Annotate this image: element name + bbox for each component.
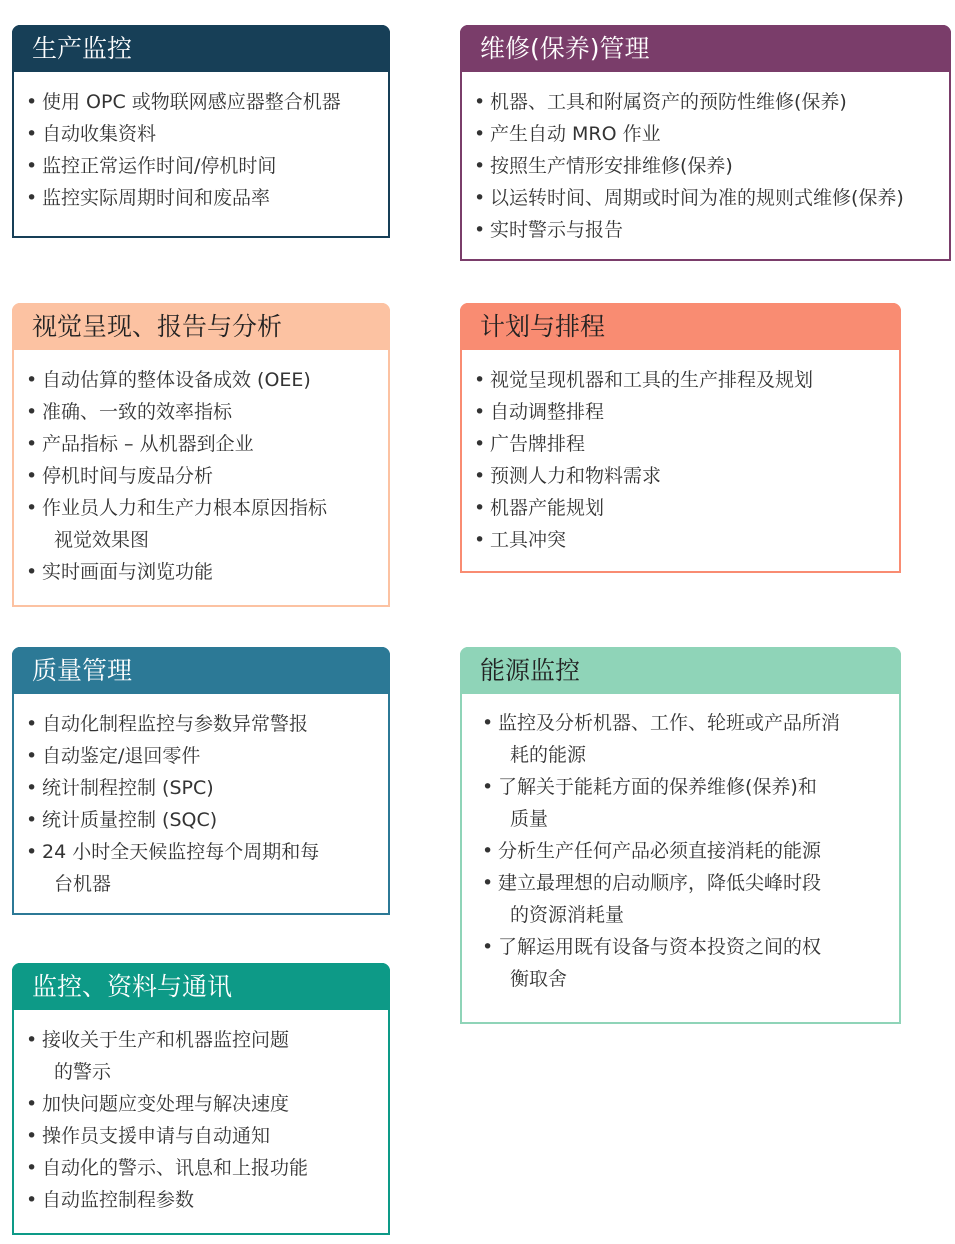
list-item: • 了解运用既有设备与资本投资之间的权 衡取舍 (482, 931, 889, 995)
bullet-icon: • (26, 1189, 38, 1211)
list-item: • 预测人力和物料需求 (474, 460, 889, 492)
card-monitoring-data-communication (12, 963, 390, 1235)
bullet-icon: • (26, 713, 38, 735)
bullet-icon: • (474, 465, 486, 487)
list-item: • 机器、工具和附属资产的预防性维修(保养) (474, 86, 939, 118)
list-item: • 自动鉴定/退回零件 (26, 740, 378, 772)
list-item: • 按照生产情形安排维修(保养) (474, 150, 939, 182)
bullet-icon: • (26, 1125, 38, 1147)
bullet-icon: • (474, 155, 486, 177)
list-item: • 24 小时全天候监控每个周期和每 台机器 (26, 836, 378, 900)
bullet-icon: • (26, 123, 38, 145)
list-item: • 自动估算的整体设备成效 (OEE) (26, 364, 378, 396)
list-item: • 统计质量控制 (SQC) (26, 804, 378, 836)
list-item-continuation: 的资源消耗量 (510, 904, 625, 926)
list-item-continuation: 衡取舍 (510, 968, 568, 990)
list-item: • 机器产能规划 (474, 492, 889, 524)
list-item: • 监控正常运作时间/停机时间 (26, 150, 378, 182)
bullet-icon: • (474, 369, 486, 391)
bullet-icon: • (26, 497, 38, 519)
list-item: • 监控及分析机器、工作、轮班或产品所消 耗的能源 (482, 707, 889, 771)
list-item: • 停机时间与废品分析 (26, 460, 378, 492)
list-item-continuation: 台机器 (54, 873, 112, 895)
list-item: • 自动监控制程参数 (26, 1184, 378, 1216)
feature-list (14, 72, 388, 214)
feature-list (14, 350, 388, 588)
list-item: • 实时画面与浏览功能 (26, 556, 378, 588)
list-item-continuation: 质量 (510, 808, 549, 830)
list-item-continuation: 的警示 (54, 1061, 112, 1083)
bullet-icon: • (474, 401, 486, 423)
card-quality-management (12, 647, 390, 915)
bullet-icon: • (26, 433, 38, 455)
bullet-icon: • (482, 776, 494, 798)
card-title: 监控、资料与通讯 (12, 963, 390, 1010)
card-title: 视觉呈现、报告与分析 (12, 303, 390, 350)
list-item: • 自动化制程监控与参数异常警报 (26, 708, 378, 740)
list-item: • 工具冲突 (474, 524, 889, 556)
list-item: • 操作员支援申请与自动通知 (26, 1120, 378, 1152)
feature-list (14, 694, 388, 900)
card-planning-scheduling (460, 303, 901, 573)
bullet-icon: • (26, 1029, 38, 1051)
list-item: • 接收关于生产和机器监控问题 的警示 (26, 1024, 378, 1088)
bullet-icon: • (26, 187, 38, 209)
bullet-icon: • (474, 497, 486, 519)
bullet-icon: • (474, 433, 486, 455)
bullet-icon: • (26, 777, 38, 799)
list-item: • 准确、一致的效率指标 (26, 396, 378, 428)
bullet-icon: • (482, 872, 494, 894)
card-title: 生产监控 (12, 25, 390, 72)
card-energy-monitoring (460, 647, 901, 1024)
list-item: • 以运转时间、周期或时间为准的规则式维修(保养) (474, 182, 939, 214)
bullet-icon: • (474, 529, 486, 551)
list-item: • 使用 OPC 或物联网感应器整合机器 (26, 86, 378, 118)
list-item-continuation: 耗的能源 (510, 744, 587, 766)
bullet-icon: • (26, 91, 38, 113)
card-production-monitoring (12, 25, 390, 238)
list-item: • 视觉呈现机器和工具的生产排程及规划 (474, 364, 889, 396)
bullet-icon: • (26, 401, 38, 423)
list-item: • 产品指标 – 从机器到企业 (26, 428, 378, 460)
list-item: • 分析生产任何产品必须直接消耗的能源 (482, 835, 889, 867)
card-title: 计划与排程 (460, 303, 901, 350)
bullet-icon: • (26, 1157, 38, 1179)
feature-list (462, 350, 899, 556)
list-item: • 广告牌排程 (474, 428, 889, 460)
bullet-icon: • (482, 840, 494, 862)
bullet-icon: • (26, 465, 38, 487)
feature-list (462, 694, 899, 995)
list-item: • 监控实际周期时间和废品率 (26, 182, 378, 214)
feature-list (14, 1010, 388, 1216)
card-title: 维修(保养)管理 (460, 25, 951, 72)
list-item: • 自动调整排程 (474, 396, 889, 428)
list-item: • 加快问题应变处理与解决速度 (26, 1088, 378, 1120)
bullet-icon: • (26, 809, 38, 831)
card-maintenance-management (460, 25, 951, 261)
list-item: • 作业员人力和生产力根本原因指标 视觉效果图 (26, 492, 378, 556)
list-item: • 统计制程控制 (SPC) (26, 772, 378, 804)
list-item: • 自动收集资料 (26, 118, 378, 150)
list-item: • 实时警示与报告 (474, 214, 939, 246)
list-item-continuation: 视觉效果图 (54, 529, 150, 551)
card-title: 质量管理 (12, 647, 390, 694)
list-item: • 自动化的警示、讯息和上报功能 (26, 1152, 378, 1184)
card-title: 能源监控 (460, 647, 901, 694)
list-item: • 建立最理想的启动顺序，降低尖峰时段 的资源消耗量 (482, 867, 889, 931)
bullet-icon: • (482, 712, 494, 734)
bullet-icon: • (26, 1093, 38, 1115)
list-item: • 产生自动 MRO 作业 (474, 118, 939, 150)
feature-list (462, 72, 949, 246)
bullet-icon: • (474, 91, 486, 113)
bullet-icon: • (482, 936, 494, 958)
bullet-icon: • (26, 369, 38, 391)
bullet-icon: • (474, 123, 486, 145)
list-item: • 了解关于能耗方面的保养维修(保养)和 质量 (482, 771, 889, 835)
bullet-icon: • (26, 745, 38, 767)
bullet-icon: • (474, 187, 486, 209)
bullet-icon: • (26, 155, 38, 177)
bullet-icon: • (474, 219, 486, 241)
card-visualization-reporting (12, 303, 390, 607)
bullet-icon: • (26, 841, 38, 863)
bullet-icon: • (26, 561, 38, 583)
